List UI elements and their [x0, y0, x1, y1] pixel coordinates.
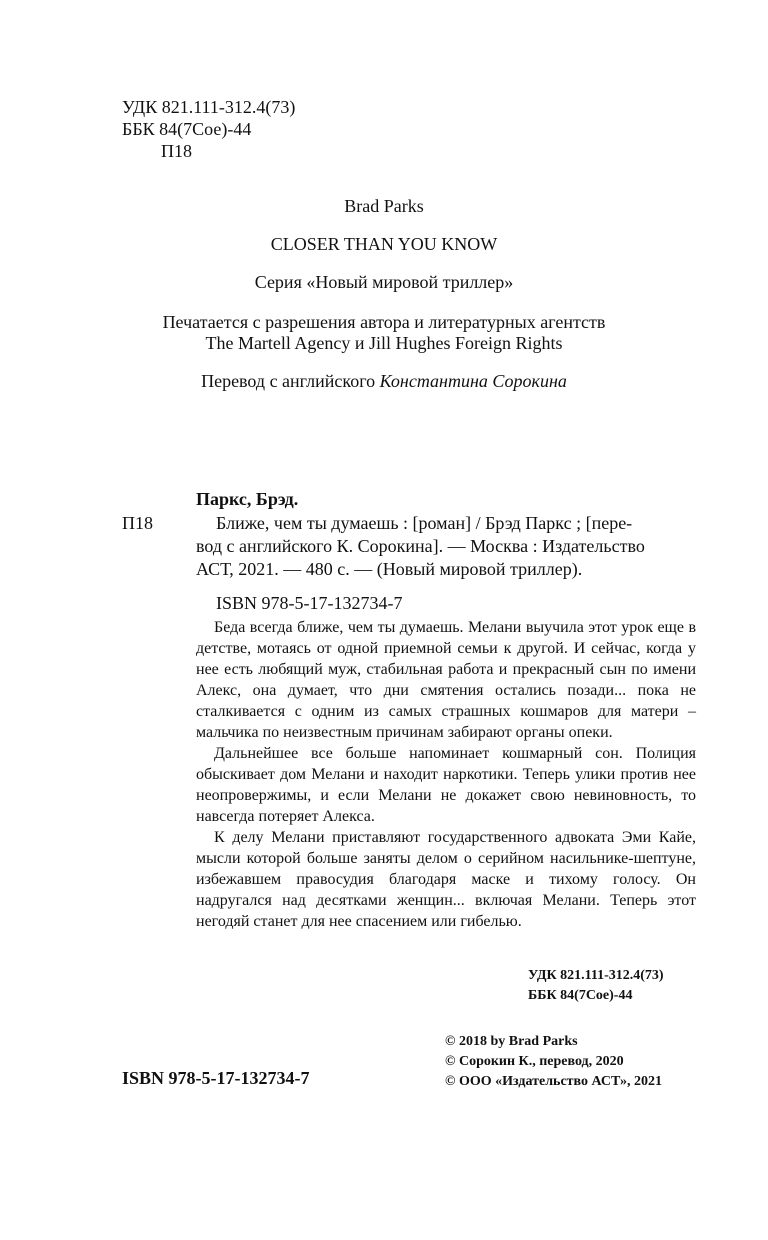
- footer-isbn: ISBN 978-5-17-132734-7: [122, 1068, 310, 1088]
- annotation: [196, 617, 696, 932]
- translation-prefix: Перевод с английского: [201, 371, 376, 391]
- permission-line-2: The Martell Agency и Jill Hughes Foreign Rights: [205, 333, 563, 353]
- catalog-mark: П18: [122, 513, 153, 533]
- catalog-heading: Паркс, Брэд.: [196, 489, 299, 509]
- annotation-udk: УДК 821.111-312.4(73): [528, 968, 664, 983]
- permission-line-1: Печатается с разрешения автора и литературных агентств: [162, 312, 606, 332]
- catalog-desc-line-2: вод с английского К. Сорокина]. — Москва : Издательство: [196, 536, 645, 556]
- translator-name: Константина Сорокина: [379, 371, 567, 391]
- original-author: Brad Parks: [344, 196, 424, 216]
- catalog-desc-line-3: АСТ, 2021. — 480 с. — (Новый мировой триллер).: [196, 559, 583, 579]
- annotation-paragraph: Дальнейшее все больше напоминает кошмарный сон. Полиция обыскивает дом Мелани и находит наркотики. Теперь улики против нее неопровержимы, и если Мелани не докажет свою невиновность, то навсегда потеряет Алекса.: [196, 745, 696, 825]
- udk-code: УДК 821.111-312.4(73): [122, 97, 296, 117]
- annotation-paragraph: К делу Мелани приставляют государственного адвоката Эми Кайе, мысли которой больше заняты делом о серийном насильнике-шептуне, избежавшем правосудия благодаря маске и тихому голосу. Он надругался над десятками женщин... включая Мелани. Теперь этот негодяй станет для нее спасением или гибелью.: [196, 829, 696, 930]
- catalog-isbn: ISBN 978-5-17-132734-7: [216, 593, 403, 613]
- original-title: CLOSER THAN YOU KNOW: [270, 234, 498, 254]
- author-mark: П18: [161, 141, 192, 161]
- copyright-line-2: © Сорокин К., перевод, 2020: [445, 1054, 624, 1069]
- series-name: Серия «Новый мировой триллер»: [254, 272, 514, 292]
- copyright-line-1: © 2018 by Brad Parks: [445, 1034, 578, 1049]
- translation-credit: [0, 371, 768, 392]
- catalog-desc-line-1: Ближе, чем ты думаешь : [роман] / Брэд Паркс ; [пере-: [216, 513, 633, 533]
- annotation-bbk: ББК 84(7Сое)-44: [528, 988, 633, 1003]
- bbk-code: ББК 84(7Сое)-44: [122, 119, 252, 139]
- annotation-paragraph: Беда всегда ближе, чем ты думаешь. Мелани выучила этот урок еще в детстве, мотаясь от одной приемной семьи к другой. И сейчас, когда у нее есть любящий муж, стабильная работа и прекрасный сын по имени Алекс, она думает, что дни смятения остались позади... пока не сталкивается с одним из самых страшных кошмаров для матери – мальчика по неизвестным причинам забирают органы опеки.: [196, 619, 696, 741]
- copyright-line-3: © ООО «Издательство АСТ», 2021: [445, 1074, 663, 1089]
